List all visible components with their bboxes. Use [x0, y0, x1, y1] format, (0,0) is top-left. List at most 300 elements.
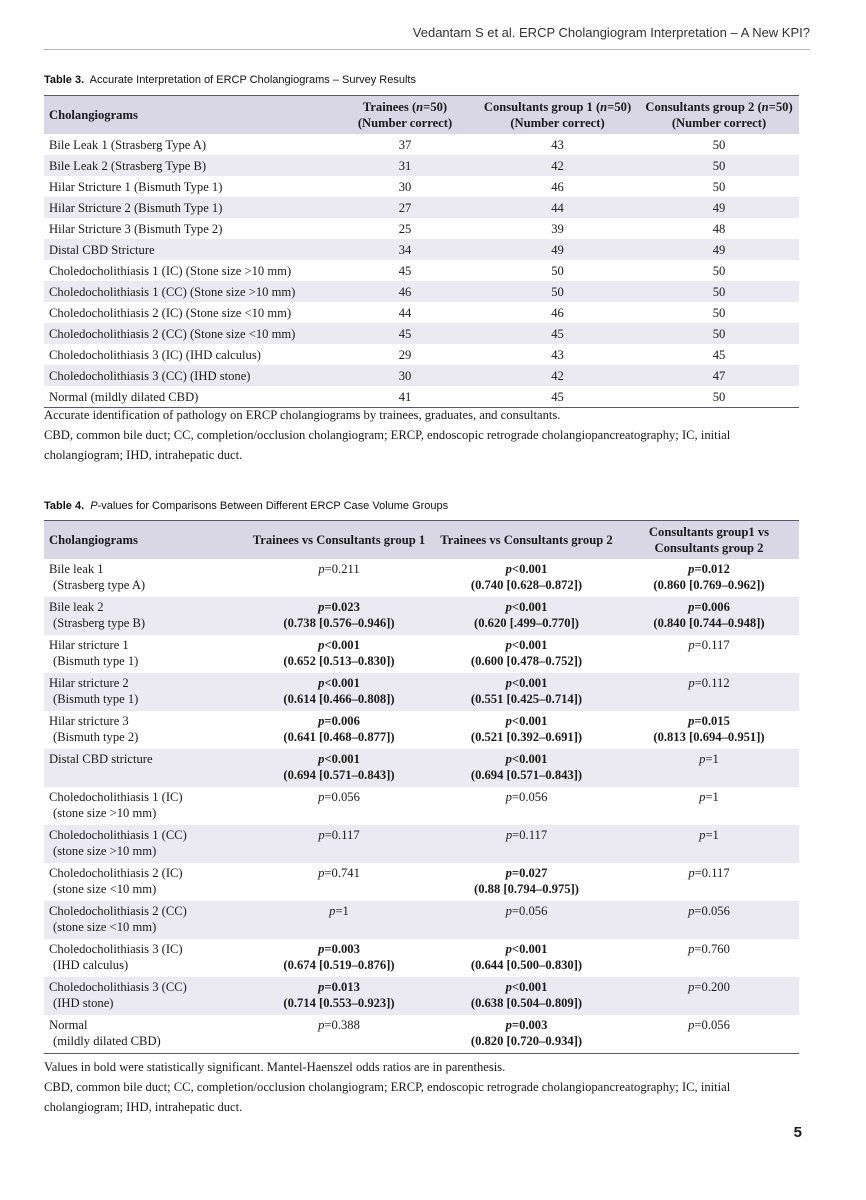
odds-ratio: (0.694 [0.571–0.843]): [470, 768, 583, 782]
p-value-number: <0.001: [324, 638, 360, 652]
p-value: [248, 827, 430, 843]
consultants-2-cell: 50: [712, 305, 726, 320]
odds-ratio: (0.860 [0.769–0.962]): [653, 578, 765, 592]
row-label: [44, 673, 244, 711]
row-label: [44, 863, 244, 901]
p-value: [248, 865, 430, 881]
row-label: Bile Leak 2 (Strasberg Type B): [44, 155, 334, 176]
row-label: [44, 711, 244, 749]
p-value-cell: [434, 635, 619, 673]
p-value-number: =1: [705, 828, 719, 842]
p-value-number: =0.117: [694, 638, 730, 652]
p-value: [248, 789, 430, 805]
p-value-cell: [619, 863, 799, 901]
row-label-main: Choledocholithiasis 2 (CC): [49, 904, 187, 918]
table3-col-trainees: [334, 96, 476, 135]
p-value: [248, 903, 430, 919]
p-symbol: p: [318, 676, 325, 690]
consultants-1-cell: 44: [476, 197, 639, 218]
table4-col-cholangiograms: Cholangiograms: [44, 521, 244, 560]
consultants-1-cell: 50: [476, 281, 639, 302]
p-value: [623, 599, 795, 615]
p-symbol: p: [688, 980, 695, 994]
table3-notes: [44, 405, 804, 465]
row-label: [44, 1015, 244, 1054]
p-value: [438, 979, 615, 995]
n-symbol: n: [600, 100, 608, 114]
p-value-cell: [244, 711, 434, 749]
col-subhead: (Number correct): [357, 116, 453, 130]
row-label-main: Hilar stricture 1: [49, 638, 129, 652]
consultants-1-cell: 46: [551, 179, 564, 194]
p-value: [623, 713, 795, 729]
p-value-number: =0.006: [324, 714, 360, 728]
p-value: [438, 941, 615, 957]
table4: [44, 520, 799, 1054]
trainees-cell: 46: [334, 281, 476, 302]
row-label-sub: (Bismuth type 2): [53, 730, 139, 744]
consultants-2-cell: 50: [639, 155, 799, 176]
table3-note-1: Accurate identification of pathology on ERCP cholangiograms by trainees, graduates, and consultants.: [44, 408, 561, 422]
col-subhead: (Number correct): [671, 116, 767, 130]
consultants-2-cell: 45: [712, 347, 726, 362]
p-value-cell: [619, 939, 799, 977]
row-label-sub: (stone size >10 mm): [53, 806, 157, 820]
table4-col-trainees-vs-c2: Trainees vs Consultants group 2: [434, 521, 619, 560]
p-value: [438, 903, 615, 919]
p-value-number: <0.001: [511, 600, 548, 614]
table-row: [44, 134, 799, 155]
col-head-text: =50): [607, 100, 632, 114]
p-symbol: p: [688, 600, 695, 614]
p-value-number: =0.056: [694, 1018, 730, 1032]
p-value: [623, 903, 795, 919]
table-row: [44, 901, 799, 939]
page-number: 5: [793, 1124, 802, 1141]
table-row: [44, 239, 799, 260]
p-value: [623, 561, 795, 577]
p-value-number: =0.741: [324, 866, 360, 880]
odds-ratio: (0.551 [0.425–0.714]): [470, 692, 583, 706]
p-value-cell: [434, 939, 619, 977]
row-label-main: Hilar stricture 3: [49, 714, 129, 728]
table-row: [44, 749, 799, 787]
trainees-cell: 30: [334, 365, 476, 386]
table-row: [44, 787, 799, 825]
table-row: [44, 863, 799, 901]
table-row: [44, 825, 799, 863]
p-value-number: =0.117: [512, 828, 548, 842]
table-row: [44, 673, 799, 711]
p-symbol: p: [505, 828, 513, 842]
table4-col-trainees-vs-c1: Trainees vs Consultants group 1: [244, 521, 434, 560]
p-value: [248, 941, 430, 957]
p-value-number: =0.112: [694, 676, 730, 690]
p-value-cell: [619, 787, 799, 825]
odds-ratio: (0.600 [0.478–0.752]): [470, 654, 583, 668]
p-value-cell: [619, 559, 799, 597]
row-label: Choledocholithiasis 2 (IC) (Stone size <10 mm): [49, 305, 292, 320]
p-value: [438, 789, 615, 805]
consultants-2-cell: 50: [639, 386, 799, 408]
row-label-sub: (IHD stone): [53, 996, 114, 1010]
p-value-number: <0.001: [324, 752, 360, 766]
p-value-cell: [434, 1015, 619, 1054]
table-row: [44, 977, 799, 1015]
row-label: Bile Leak 1 (Strasberg Type A): [49, 137, 207, 152]
p-value-number: <0.001: [324, 676, 360, 690]
row-label: Choledocholithiasis 3 (IC) (IHD calculus): [49, 347, 261, 362]
col-subhead: (Number correct): [510, 116, 605, 130]
table3-col-consultants-1: [476, 96, 639, 135]
p-value: [623, 827, 795, 843]
row-label: [44, 901, 244, 939]
p-symbol: p: [329, 904, 336, 918]
p-symbol: p: [505, 714, 512, 728]
col-head-text: Consultants group 2 (: [645, 100, 762, 114]
p-symbol: p: [318, 942, 325, 956]
p-value-number: =0.388: [324, 1018, 360, 1032]
p-value-cell: [434, 901, 619, 939]
p-value-cell: [619, 635, 799, 673]
p-value-number: =0.117: [324, 828, 360, 842]
table4-note-2: CBD, common bile duct; CC, completion/occlusion cholangiogram; ERCP, endoscopic retrograde cholangiopancreatography; IC, initial cholangiogram; IHD, intrahepatic duct.: [44, 1080, 731, 1114]
p-value-number: =0.056: [511, 790, 548, 804]
table-row: [44, 302, 799, 323]
consultants-2-cell: 47: [639, 365, 799, 386]
row-label: Choledocholithiasis 1 (CC) (Stone size >10 mm): [44, 281, 334, 302]
row-label: [44, 597, 244, 635]
p-value-cell: [244, 559, 434, 597]
p-symbol: p: [505, 638, 512, 652]
p-value-cell: [434, 559, 619, 597]
p-value: [623, 865, 795, 881]
p-value: [248, 1017, 430, 1033]
col-head-text: Trainees (: [362, 100, 417, 114]
p-value-number: <0.001: [511, 942, 548, 956]
p-value-cell: [619, 901, 799, 939]
p-value-cell: [434, 825, 619, 863]
trainees-cell: 41: [334, 386, 476, 408]
row-label-sub: (Strasberg type B): [53, 616, 146, 630]
table4-title-p: P: [90, 500, 98, 512]
odds-ratio: (0.813 [0.694–0.951]): [653, 730, 765, 744]
trainees-cell: 45: [334, 323, 476, 344]
trainees-cell: 45: [398, 263, 412, 278]
p-value-cell: [619, 1015, 799, 1054]
p-value-number: <0.001: [511, 638, 548, 652]
p-symbol: p: [699, 752, 706, 766]
trainees-cell: 34: [334, 239, 476, 260]
p-value: [438, 561, 615, 577]
running-title: Vedantam S et al. ERCP Cholangiogram Interpretation – A New KPI?: [412, 25, 810, 40]
trainees-cell: 30: [398, 179, 412, 194]
trainees-cell: 29: [398, 347, 412, 362]
p-value: [438, 637, 615, 653]
table-row: [44, 635, 799, 673]
p-value: [623, 637, 795, 653]
row-label: Distal CBD Stricture: [44, 239, 334, 260]
p-symbol: p: [318, 866, 325, 880]
row-label-sub: (Bismuth type 1): [53, 692, 139, 706]
p-value-number: =0.200: [694, 980, 730, 994]
p-value: [438, 751, 615, 767]
p-value-cell: [244, 977, 434, 1015]
p-symbol: p: [699, 790, 706, 804]
row-label-main: Choledocholithiasis 1 (CC): [49, 828, 187, 842]
p-symbol: p: [688, 904, 695, 918]
table-row: [44, 711, 799, 749]
p-value: [248, 979, 430, 995]
p-symbol: p: [688, 676, 695, 690]
p-value-number: =1: [705, 790, 719, 804]
p-value-cell: [619, 711, 799, 749]
p-symbol: p: [505, 1018, 512, 1032]
p-symbol: p: [699, 828, 706, 842]
trainees-cell: 31: [334, 155, 476, 176]
row-label-sub: (stone size <10 mm): [53, 920, 157, 934]
p-value: [438, 865, 615, 881]
consultants-1-cell: 45: [476, 386, 639, 408]
table-row: [44, 1015, 799, 1054]
table3-col-cholangiograms: Cholangiograms: [44, 96, 334, 135]
row-label-main: Choledocholithiasis 3 (IC): [49, 942, 183, 956]
p-value: [248, 637, 430, 653]
row-label-main: Normal: [49, 1018, 88, 1032]
trainees-cell: 44: [398, 305, 412, 320]
row-label-main: Distal CBD stricture: [49, 752, 153, 766]
consultants-1-cell: 43: [551, 347, 564, 362]
p-value-cell: [244, 673, 434, 711]
odds-ratio: (0.714 [0.553–0.923]): [283, 996, 395, 1010]
p-value-number: =0.027: [511, 866, 548, 880]
table4-label: Table 4.: [44, 500, 85, 512]
p-value-cell: [434, 977, 619, 1015]
p-symbol: p: [318, 562, 325, 576]
table-row: [44, 365, 799, 386]
p-value-cell: [244, 749, 434, 787]
p-value-number: <0.001: [511, 714, 548, 728]
row-label: [44, 939, 244, 977]
row-label-main: Bile leak 1: [49, 562, 104, 576]
n-symbol: n: [416, 100, 424, 114]
p-symbol: p: [505, 866, 512, 880]
table3-header-row: [44, 96, 799, 135]
row-label-main: Bile leak 2: [49, 600, 104, 614]
table3-title: Accurate Interpretation of ERCP Cholangiograms – Survey Results: [89, 74, 416, 86]
col-head-text: =50): [423, 100, 448, 114]
trainees-cell: 27: [334, 197, 476, 218]
consultants-2-cell: 49: [639, 197, 799, 218]
p-value-cell: [434, 673, 619, 711]
p-symbol: p: [318, 790, 325, 804]
p-value: [248, 675, 430, 691]
p-value-cell: [434, 711, 619, 749]
p-value: [438, 713, 615, 729]
odds-ratio: (0.740 [0.628–0.872]): [470, 578, 583, 592]
p-value-number: =0.013: [324, 980, 360, 994]
p-symbol: p: [505, 942, 512, 956]
p-symbol: p: [318, 828, 325, 842]
table-row: [44, 176, 799, 197]
row-label-sub: (stone size >10 mm): [53, 844, 157, 858]
trainees-cell: 37: [398, 137, 412, 152]
row-label-main: Choledocholithiasis 3 (CC): [49, 980, 187, 994]
table4-caption: [44, 500, 448, 512]
row-label-sub: (stone size <10 mm): [53, 882, 157, 896]
odds-ratio: (0.652 [0.513–0.830]): [283, 654, 395, 668]
p-value-number: <0.001: [511, 980, 548, 994]
p-value-cell: [619, 749, 799, 787]
odds-ratio: (0.820 [0.720–0.934]): [470, 1034, 583, 1048]
consultants-1-cell: 50: [551, 263, 564, 278]
p-value: [438, 675, 615, 691]
row-label-main: Choledocholithiasis 1 (IC): [49, 790, 183, 804]
consultants-1-cell: 49: [476, 239, 639, 260]
table4-col-c1-vs-c2: Consultants group1 vs Consultants group 2: [619, 521, 799, 560]
p-value-cell: [434, 863, 619, 901]
p-value: [623, 751, 795, 767]
p-value-cell: [619, 673, 799, 711]
p-value-cell: [434, 787, 619, 825]
p-symbol: p: [688, 714, 695, 728]
p-value-cell: [244, 787, 434, 825]
table-row: [44, 323, 799, 344]
table-row: [44, 559, 799, 597]
p-symbol: p: [688, 942, 695, 956]
p-value-cell: [244, 939, 434, 977]
p-symbol: p: [318, 980, 325, 994]
p-value-number: =0.003: [324, 942, 360, 956]
odds-ratio: (0.620 [.499–0.770]): [474, 616, 579, 630]
row-label: Hilar Stricture 3 (Bismuth Type 2): [49, 221, 223, 236]
p-symbol: p: [688, 638, 695, 652]
p-value-number: =0.006: [694, 600, 730, 614]
row-label: Normal (mildly dilated CBD): [44, 386, 334, 408]
row-label: Hilar Stricture 2 (Bismuth Type 1): [44, 197, 334, 218]
row-label: Hilar Stricture 1 (Bismuth Type 1): [49, 179, 223, 194]
p-value: [438, 599, 615, 615]
p-value-number: =0.056: [324, 790, 360, 804]
odds-ratio: (0.840 [0.744–0.948]): [653, 616, 765, 630]
p-value-number: =1: [335, 904, 349, 918]
row-label: [44, 749, 244, 787]
p-symbol: p: [318, 1018, 325, 1032]
row-label: Choledocholithiasis 1 (IC) (Stone size >10 mm): [49, 263, 292, 278]
p-value-number: <0.001: [511, 676, 548, 690]
odds-ratio: (0.738 [0.576–0.946]): [283, 616, 395, 630]
p-value-number: =0.015: [694, 714, 730, 728]
row-label: [44, 559, 244, 597]
p-value-cell: [434, 597, 619, 635]
p-symbol: p: [318, 600, 325, 614]
p-value-cell: [244, 901, 434, 939]
table3-label: Table 3.: [44, 74, 85, 86]
p-value: [623, 941, 795, 957]
table-row: [44, 344, 799, 365]
row-label-sub: (Strasberg type A): [53, 578, 146, 592]
col-head-text: Consultants group 1 (: [483, 100, 601, 114]
p-symbol: p: [318, 714, 325, 728]
table4-note-1: Values in bold were statistically significant. Mantel-Haenszel odds ratios are in parenthesis.: [44, 1060, 506, 1074]
p-value-number: =0.056: [694, 904, 730, 918]
trainees-cell: 25: [398, 221, 412, 236]
p-value-cell: [244, 597, 434, 635]
p-value-cell: [619, 977, 799, 1015]
p-symbol: p: [505, 600, 512, 614]
consultants-1-cell: 46: [551, 305, 564, 320]
consultants-1-cell: 43: [551, 137, 564, 152]
p-symbol: p: [505, 752, 512, 766]
p-value: [623, 1017, 795, 1033]
table3: [44, 95, 799, 408]
odds-ratio: (0.521 [0.392–0.691]): [470, 730, 583, 744]
p-value: [438, 827, 615, 843]
consultants-2-cell: 50: [712, 179, 726, 194]
p-value-number: =0.003: [511, 1018, 548, 1032]
p-value-number: =0.760: [694, 942, 730, 956]
consultants-1-cell: 42: [476, 155, 639, 176]
odds-ratio: (0.614 [0.466–0.808]): [283, 692, 395, 706]
consultants-2-cell: 48: [712, 221, 726, 236]
consultants-2-cell: 50: [639, 323, 799, 344]
odds-ratio: (0.641 [0.468–0.877]): [283, 730, 395, 744]
p-value: [248, 713, 430, 729]
row-label-sub: (mildly dilated CBD): [53, 1034, 161, 1048]
table-row: [44, 155, 799, 176]
table-row: [44, 597, 799, 635]
p-value-number: =0.117: [694, 866, 730, 880]
table-row: [44, 197, 799, 218]
row-label: Choledocholithiasis 3 (CC) (IHD stone): [44, 365, 334, 386]
p-value: [438, 1017, 615, 1033]
p-value: [248, 599, 430, 615]
p-value-number: =0.056: [511, 904, 548, 918]
row-label: [44, 977, 244, 1015]
consultants-2-cell: 50: [639, 281, 799, 302]
p-symbol: p: [688, 562, 695, 576]
p-value-cell: [434, 749, 619, 787]
p-symbol: p: [318, 638, 325, 652]
table4-title: -values for Comparisons Between Different ERCP Case Volume Groups: [97, 500, 449, 512]
odds-ratio: (0.694 [0.571–0.843]): [283, 768, 395, 782]
odds-ratio: (0.674 [0.519–0.876]): [283, 958, 395, 972]
table-row: [44, 939, 799, 977]
p-symbol: p: [505, 562, 512, 576]
p-symbol: p: [688, 1018, 695, 1032]
row-label-main: Hilar stricture 2: [49, 676, 129, 690]
odds-ratio: (0.88 [0.794–0.975]): [474, 882, 579, 896]
p-symbol: p: [688, 866, 695, 880]
p-symbol: p: [318, 752, 325, 766]
consultants-1-cell: 45: [476, 323, 639, 344]
p-value-cell: [244, 635, 434, 673]
p-value: [623, 675, 795, 691]
odds-ratio: (0.644 [0.500–0.830]): [470, 958, 583, 972]
row-label: [44, 635, 244, 673]
header-rule: [44, 49, 810, 50]
consultants-2-cell: 50: [712, 137, 726, 152]
p-value-cell: [619, 825, 799, 863]
table-row: [44, 260, 799, 281]
table4-header-row: [44, 521, 799, 560]
p-symbol: p: [505, 980, 512, 994]
row-label-sub: (Bismuth type 1): [53, 654, 139, 668]
consultants-2-cell: 50: [712, 263, 726, 278]
consultants-1-cell: 42: [476, 365, 639, 386]
p-value-cell: [244, 1015, 434, 1054]
p-value-number: =0.023: [324, 600, 360, 614]
